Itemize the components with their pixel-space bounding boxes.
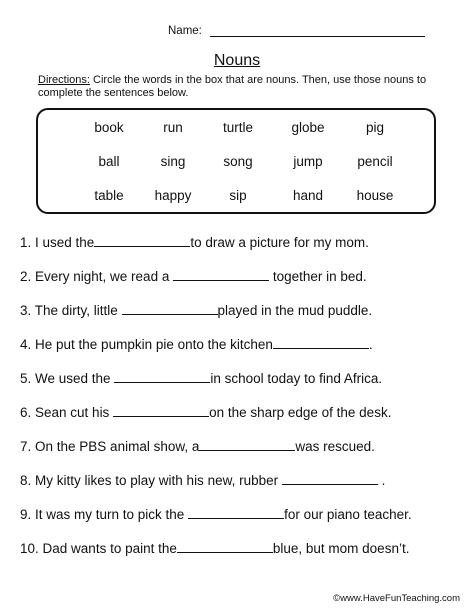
sentence-number: 6. [20, 405, 36, 420]
sentence-text: Sean cut his [35, 405, 114, 420]
word-jump[interactable]: jump [293, 154, 323, 169]
sentence-number: 10. [20, 541, 43, 556]
sentence-text: . [377, 473, 386, 488]
answer-blank[interactable] [282, 471, 378, 485]
sentence-text: to draw a picture for my mom. [190, 235, 369, 250]
answer-blank[interactable] [113, 403, 209, 417]
sentence-text: The dirty, little [34, 303, 122, 318]
name-row [168, 25, 425, 37]
sentence-text: He put the pumpkin pie onto the kitchen [35, 337, 273, 352]
sentence-text: played in the mud puddle. [217, 303, 373, 318]
directions [38, 74, 448, 100]
word-table[interactable]: table [94, 188, 124, 203]
sentence-text: On the PBS animal show, a [35, 439, 200, 454]
answer-blank[interactable] [199, 437, 295, 451]
sentence-8 [20, 471, 460, 505]
sentence-text: Dad wants to paint the [42, 541, 177, 556]
sentence-text: on the sharp edge of the desk. [209, 405, 392, 420]
sentence-1 [20, 233, 460, 267]
answer-blank[interactable] [273, 335, 369, 349]
sentence-3 [20, 301, 460, 335]
sentence-text: It was my turn to pick the [35, 507, 189, 522]
word-box [36, 108, 436, 214]
word-sing[interactable]: sing [160, 154, 186, 169]
word-pencil[interactable]: pencil [357, 154, 393, 169]
sentence-2 [20, 267, 460, 301]
sentence-number: 7. [20, 439, 36, 454]
sentence-number: 9. [20, 507, 36, 522]
word-run[interactable]: run [163, 120, 183, 135]
word-globe[interactable]: globe [291, 120, 325, 135]
sentence-text: in school today to find Africa. [210, 371, 383, 386]
word-turtle[interactable]: turtle [222, 120, 254, 135]
sentence-7 [20, 437, 460, 471]
sentence-number: 5. [20, 371, 36, 386]
word-pig[interactable]: pig [365, 120, 385, 135]
answer-blank[interactable] [188, 505, 284, 519]
answer-blank[interactable] [94, 233, 190, 247]
word-ball[interactable]: ball [98, 154, 120, 169]
sentence-number: 3. [20, 303, 35, 318]
sentence-number: 1. [20, 235, 36, 250]
sentence-4 [20, 335, 460, 369]
name-label: Name: [168, 25, 202, 37]
name-field[interactable] [210, 25, 425, 37]
sentence-text: . [368, 337, 373, 352]
sentence-text: I used the [35, 235, 95, 250]
sentence-number: 2. [20, 269, 36, 284]
sentence-text: was rescued. [295, 439, 375, 454]
sentence-number: 4. [20, 337, 36, 352]
word-house[interactable]: house [356, 188, 394, 203]
sentence-6 [20, 403, 460, 437]
sentence-text: together in bed. [269, 269, 367, 284]
sentence-number: 8. [20, 473, 36, 488]
worksheet-title: Nouns [213, 52, 261, 69]
word-hand[interactable]: hand [292, 188, 324, 203]
sentence-5 [20, 369, 460, 403]
sentence-text: We used the [35, 371, 115, 386]
sentence-text: My kitty likes to play with his new, rubber [35, 473, 282, 488]
word-happy[interactable]: happy [154, 188, 192, 203]
directions-label: Directions: [38, 74, 90, 86]
sentence-text: blue, but mom doesn’t. [272, 541, 410, 556]
sentence-text: for our piano teacher. [284, 507, 412, 522]
directions-text: Circle the words in the box that are nouns. Then, use those nouns to complete the sentences below. [38, 74, 427, 99]
answer-blank[interactable] [173, 267, 269, 281]
sentence-9 [20, 505, 460, 539]
sentence-10 [20, 539, 460, 573]
answer-blank[interactable] [122, 301, 218, 315]
answer-blank[interactable] [177, 539, 273, 553]
word-song[interactable]: song [223, 154, 253, 169]
sentence-list [20, 233, 460, 573]
word-book[interactable]: book [94, 120, 124, 135]
sentence-text: Every night, we read a [35, 269, 174, 284]
footer-credit: ©www.HaveFunTeaching.com [333, 593, 460, 604]
answer-blank[interactable] [114, 369, 210, 383]
word-sip[interactable]: sip [229, 188, 247, 203]
